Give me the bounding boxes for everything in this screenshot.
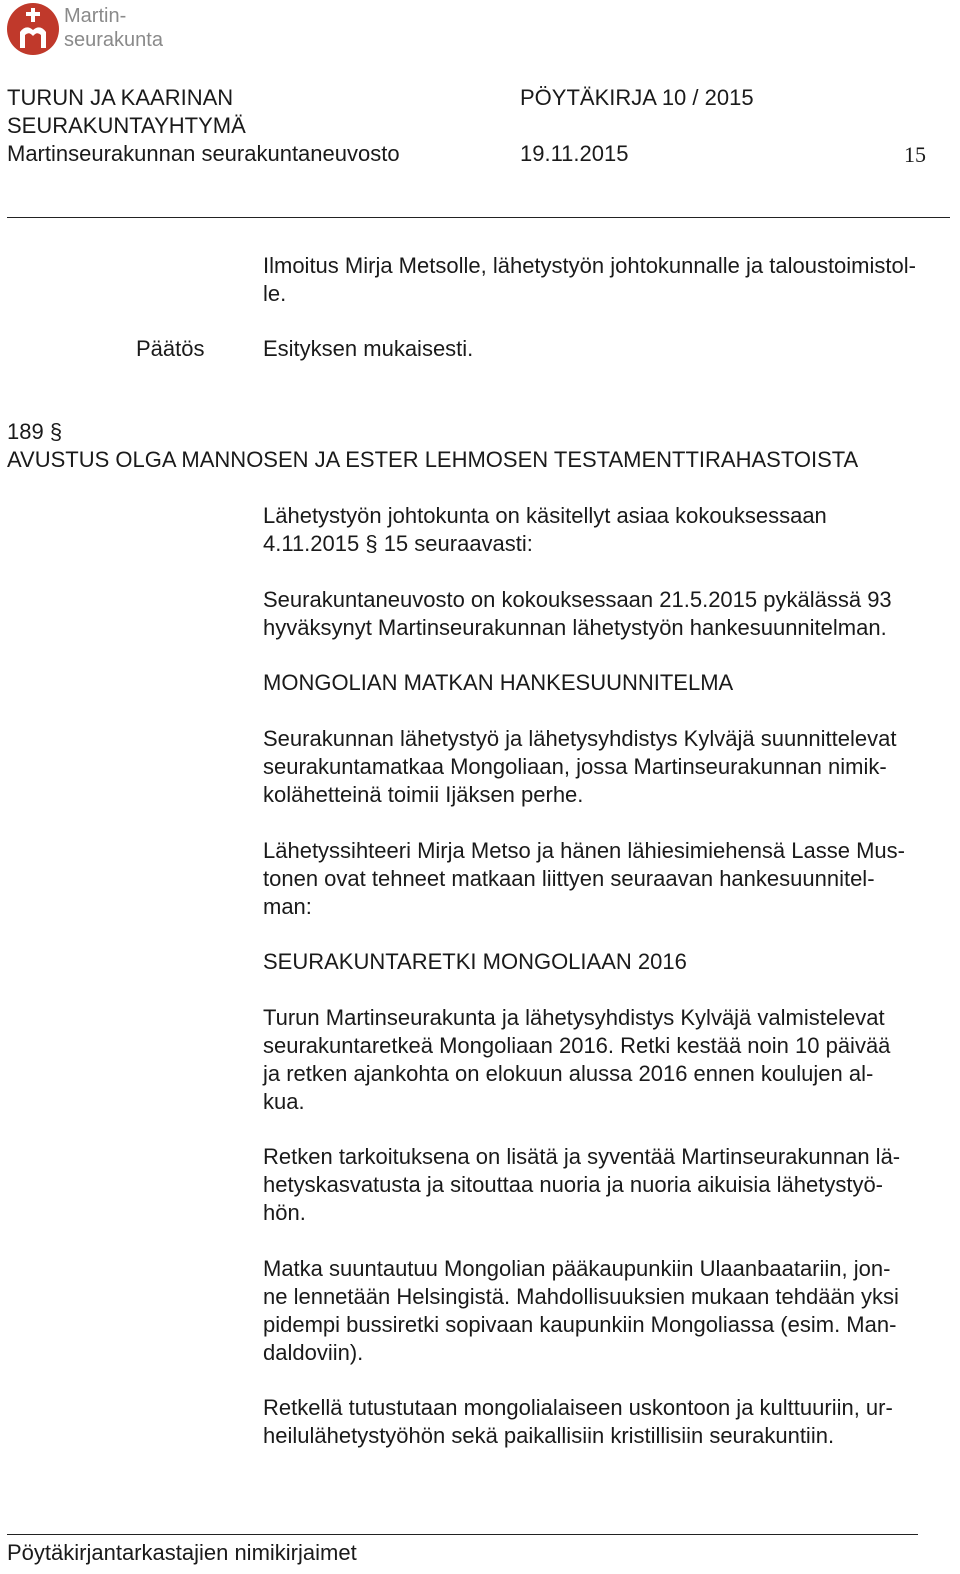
logo-wordmark	[64, 4, 163, 52]
body-line: Retkellä tutustutaan mongolialaiseen uskontoon ja kulttuuriin, ur-	[263, 1395, 893, 1420]
page-number: 15	[904, 142, 926, 167]
body-line: tonen ovat tehneet matkaan liittyen seuraavan hankesuunnitel-	[263, 866, 875, 891]
body-line: seurakuntamatkaa Mongoliaan, jossa Martinseurakunnan nimik-	[263, 754, 887, 779]
subheading-project-plan: MONGOLIAN MATKAN HANKESUUNNITELMA	[263, 670, 734, 695]
body-line: hetyskasvatusta ja sitouttaa nuoria ja nuoria aikuisia lähetystyö-	[263, 1172, 884, 1197]
header-divider	[7, 217, 950, 218]
footer-divider	[7, 1534, 918, 1535]
logo-line-1: Martin-	[64, 5, 127, 27]
org-name-line-1: TURUN JA KAARINAN	[7, 85, 234, 110]
section-number: 189 §	[7, 419, 63, 444]
body-line: kolähetteinä toimii Ijäksen perhe.	[263, 782, 584, 807]
body-line: Retken tarkoituksena on lisätä ja syventää Martinseurakunnan lä-	[263, 1144, 901, 1169]
subheading-trip: SEURAKUNTARETKI MONGOLIAAN 2016	[263, 949, 687, 974]
organization-logo	[6, 2, 182, 58]
body-line: seurakuntaretkeä Mongoliaan 2016. Retki kestää noin 10 päivää	[263, 1033, 891, 1058]
logo-line-2: seurakunta	[64, 29, 163, 51]
body-line: heilulähetystyöhön sekä paikallisiin kristillisiin seurakuntiin.	[263, 1423, 835, 1448]
body-line: Turun Martinseurakunta ja lähetysyhdistys Kylväjä valmistelevat	[263, 1005, 885, 1030]
body-line: Seurakunnan lähetystyö ja lähetysyhdistys Kylväjä suunnittelevat	[263, 726, 897, 751]
decision-label: Päätös	[136, 336, 205, 361]
section-title: AVUSTUS OLGA MANNOSEN JA ESTER LEHMOSEN TESTAMENTTIRAHASTOISTA	[7, 447, 859, 472]
body-line: Lähetystyön johtokunta on käsitellyt asiaa kokouksessaan	[263, 503, 827, 528]
document-title: PÖYTÄKIRJA 10 / 2015	[520, 85, 754, 110]
notice-line-2: le.	[263, 281, 287, 306]
decision-text: Esityksen mukaisesti.	[263, 336, 474, 361]
body-line: Matka suuntautuu Mongolian pääkaupunkiin Ulaanbaatariin, jon-	[263, 1256, 891, 1281]
document-date: 19.11.2015	[520, 141, 629, 166]
footer-label: Pöytäkirjantarkastajien nimikirjaimet	[7, 1540, 357, 1565]
body-line: Lähetyssihteeri Mirja Metso ja hänen lähiesimiehensä Lasse Mus-	[263, 838, 905, 863]
body-line: Seurakuntaneuvosto on kokouksessaan 21.5.2015 pykälässä 93	[263, 587, 892, 612]
notice-line-1: Ilmoitus Mirja Metsolle, lähetystyön johtokunnalle ja taloustoimistol-	[263, 253, 916, 278]
body-line: 4.11.2015 § 15 seuraavasti:	[263, 531, 533, 556]
church-emblem-icon	[6, 2, 60, 56]
body-line: hön.	[263, 1200, 306, 1225]
body-line: ne lennetään Helsingistä. Mahdollisuuksien mukaan tehdään yksi	[263, 1284, 899, 1309]
body-line: man:	[263, 894, 312, 919]
body-line: ja retken ajankohta on elokuun alussa 2016 ennen koulujen al-	[263, 1061, 874, 1086]
body-line: kua.	[263, 1089, 305, 1114]
body-line: hyväksynyt Martinseurakunnan lähetystyön hankesuunnitelman.	[263, 615, 887, 640]
body-line: daldoviin).	[263, 1340, 364, 1365]
body-line: pidempi bussiretki sopivaan kaupunkiin Mongoliassa (esim. Man-	[263, 1312, 897, 1337]
body-name: Martinseurakunnan seurakuntaneuvosto	[7, 141, 400, 166]
org-name-line-2: SEURAKUNTAYHTYMÄ	[7, 113, 246, 138]
